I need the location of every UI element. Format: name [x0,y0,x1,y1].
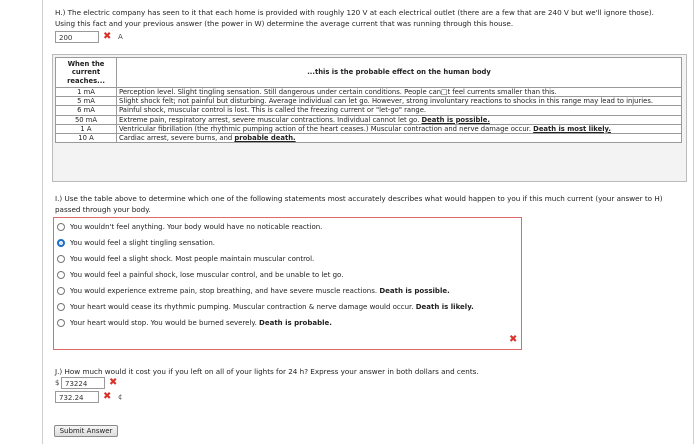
row-current: 1 A [56,124,117,133]
row-current: 1 mA [56,88,117,97]
choice-text: You wouldn't feel anything. Your body would have no noticable reaction. [70,223,323,231]
row-effect: Extreme pain, respiratory arrest, severe muscular contractions. Individual cannot let go. Death is possible. [117,115,682,124]
choice-option[interactable] [57,300,474,314]
choice-text: You would feel a slight shock. Most people maintain muscular control. [70,255,315,263]
choice-option[interactable] [57,316,332,330]
radio-icon[interactable] [57,319,65,327]
table-row [56,115,682,124]
table-row [56,134,682,143]
choice-option[interactable] [57,252,314,266]
current-answer-input[interactable]: 200 [55,31,99,43]
effects-table [55,57,682,143]
radio-icon[interactable] [57,287,65,295]
incorrect-x-icon: ✖ [109,377,118,388]
table-row [56,106,682,115]
row-current: 6 mA [56,106,117,115]
choice-text: Your heart would cease its rhythmic pumping. Muscular contraction & nerve damage would occur. Death is likely. [70,303,474,311]
question-j-text: J.) How much would it cost you if you left on all of your lights for 24 h? Express your answer in both dollars and cents. [55,367,479,376]
question-h-text: H.) The electric company has seen to it that each home is provided with roughly 120 V at each electrical outlet (there are a few that are 240 V but we'll ignore those). Using this fact and your previous answer (the power in W) determine the average current that was running through this house. [55,8,654,28]
radio-icon[interactable] [57,223,65,231]
choice-text: Your heart would stop. You would be burned severely. Death is probable. [70,319,332,327]
choice-option[interactable] [57,268,343,282]
unit-label-cents: ¢ [118,393,123,401]
dollar-sign: $ [55,379,60,387]
choice-text: You would feel a painful shock, lose muscular control, and be unable to let go. [70,271,344,279]
row-effect: Ventricular fibrillation (the rhythmic pumping action of the heart ceases.) Muscular contraction and nerve damage occur. Death is most likely. [117,124,682,133]
radio-icon[interactable] [57,271,65,279]
table-row [56,124,682,133]
dollars-answer-input[interactable]: 73224 [61,377,105,389]
row-current: 50 mA [56,115,117,124]
question-i-text: I.) Use the table above to determine which one of the following statements most accurately describes what would happen to you if this much current (your answer to H) passed through your body. [55,194,663,214]
choice-text: You would experience extreme pain, stop breathing, and have severe muscle reactions. Death is possible. [70,287,450,295]
cents-answer-input[interactable]: 732.24 [55,391,99,403]
radio-icon[interactable] [57,303,65,311]
choice-option[interactable] [57,284,450,298]
row-effect: Cardiac arrest, severe burns, and probable death. [117,134,682,143]
header-effect: ...this is the probable effect on the human body [117,58,682,88]
table-row [56,88,682,97]
radio-icon[interactable] [57,255,65,263]
choice-option[interactable] [57,236,215,250]
row-effect: Perception level. Slight tingling sensation. Still dangerous under certain conditions. People can□t feel currents smaller than this. [117,88,682,97]
incorrect-x-icon: ✖ [103,391,112,402]
row-effect: Slight shock felt; not painful but disturbing. Average individual can let go. However, strong involuntary reactions to shocks in this range may lead to injuries. [117,97,682,106]
choices-box [53,217,522,350]
row-current: 10 A [56,134,117,143]
header-current: When the current reaches... [56,58,117,88]
unit-label-amps: A [118,33,123,41]
incorrect-x-icon: ✖ [103,31,112,42]
choice-text: You would feel a slight tingling sensation. [70,239,216,247]
row-current: 5 mA [56,97,117,106]
radio-selected-icon[interactable] [57,239,65,247]
submit-answer-button[interactable]: Submit Answer [54,425,118,437]
table-row [56,97,682,106]
choice-option[interactable] [57,220,322,234]
row-effect: Painful shock, muscular control is lost. This is called the freezing current or "let-go" range. [117,106,682,115]
incorrect-x-icon: ✖ [509,334,518,345]
